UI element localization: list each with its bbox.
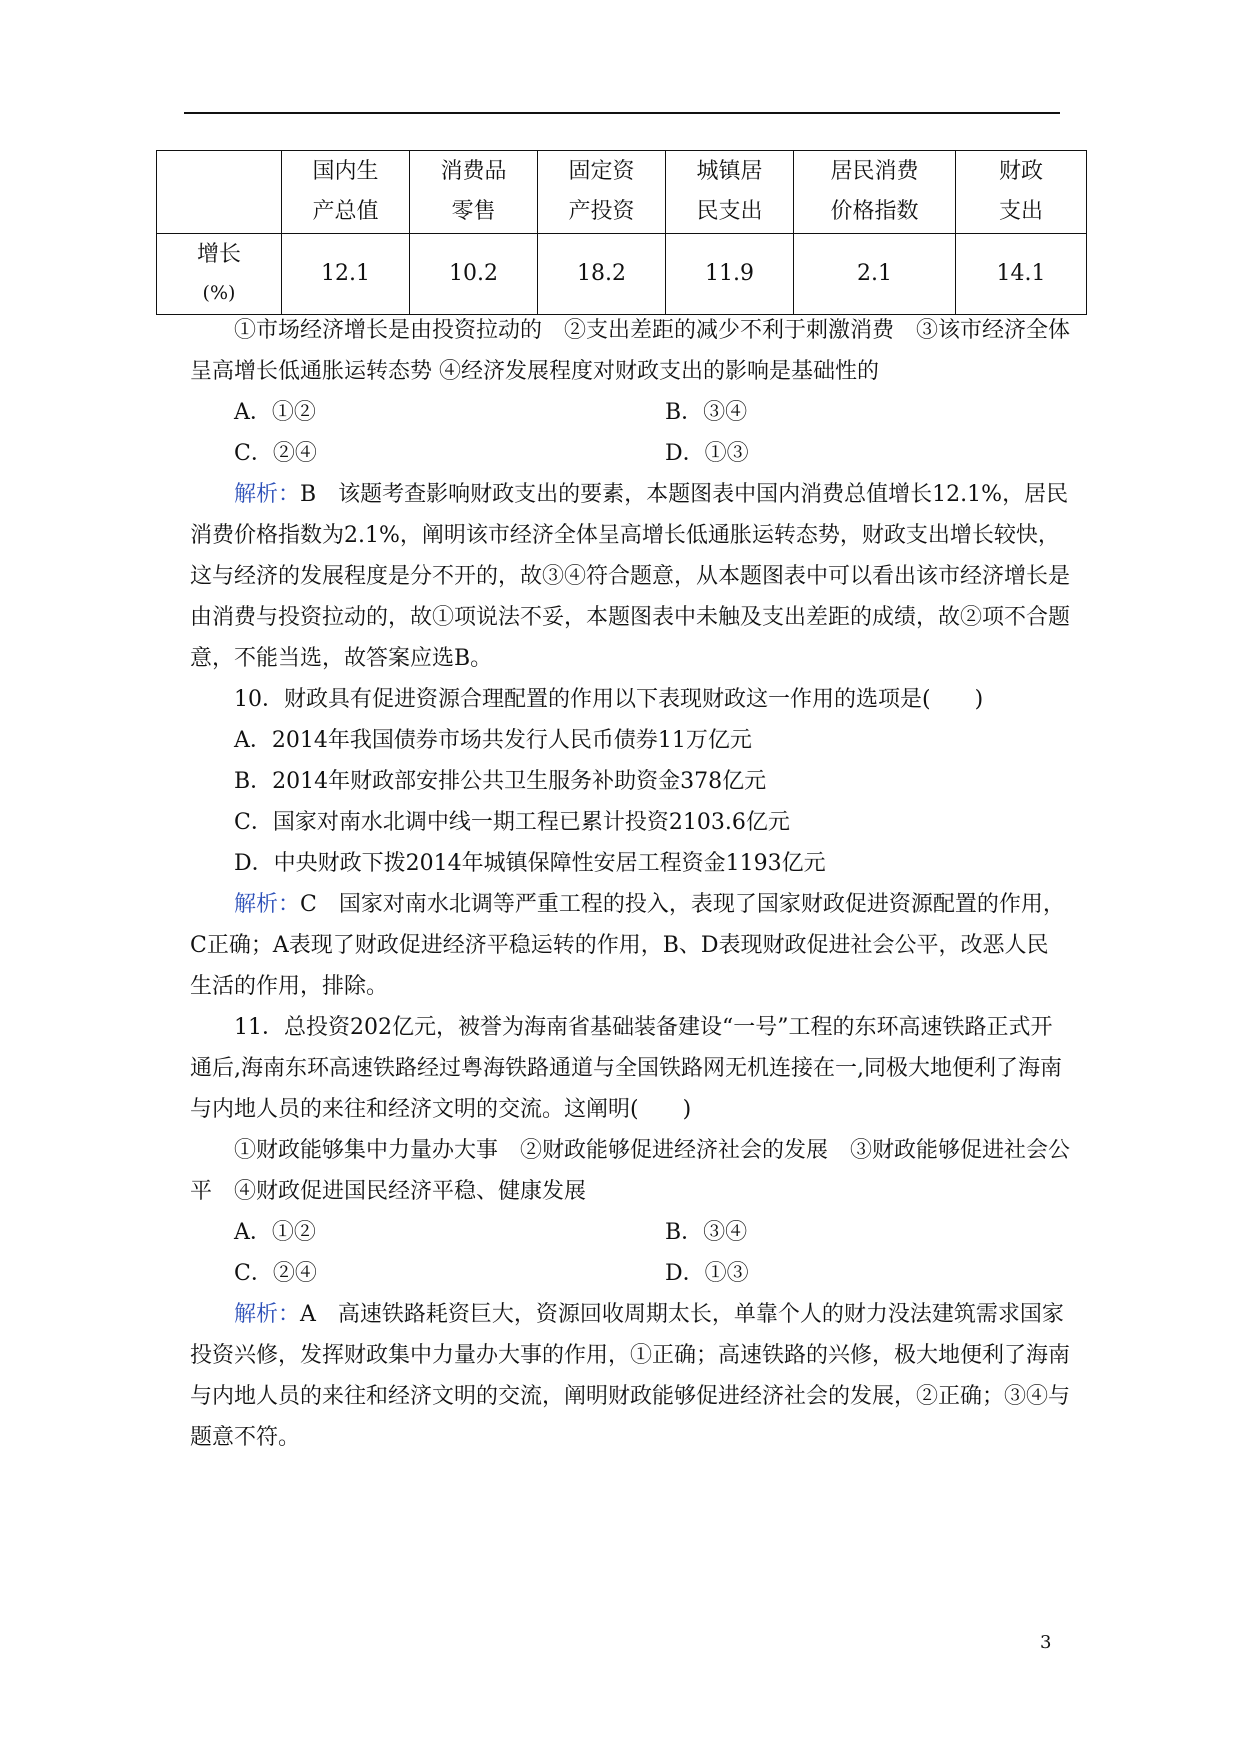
growth-table [156, 150, 1087, 315]
q11-option-c: C．②④ [234, 1261, 317, 1286]
q11-option-d: D．①③ [665, 1261, 749, 1286]
q10-option-a: A．2014年我国债券市场共发行人民币债券11万亿元 [234, 728, 752, 753]
header-gdp: 国内生 产总值 [282, 151, 410, 234]
analysis-label: 解析： [234, 892, 301, 917]
header-rule [184, 112, 1060, 114]
q9-analysis-text: B 该题考查影响财政支出的要素，本题图表中国内消费总值增长12.1%，居民消费价格指数为2.1%，阐明该市经济全体呈高增长低通胀运转态势，财政支出增长较快，这与经济的发展程度是分不开的，故③④符合题意，从本题图表中可以看出该市经济增长是由消费与投资拉动的，故①项说法不妥，本题图表中未触及支出差距的成绩，故②项不合题意，不能当选，故答案应选B。 [190, 482, 1071, 671]
table-row [157, 234, 1087, 315]
q11-options-row1 [190, 1212, 1070, 1253]
q9-options-row1 [190, 392, 1070, 433]
header-fixed-investment: 固定资 产投资 [538, 151, 666, 234]
analysis-label: 解析： [234, 1302, 301, 1327]
q11-option-b: B．③④ [665, 1220, 748, 1245]
q10-option-b: B．2014年财政部安排公共卫生服务补助资金378亿元 [234, 769, 767, 794]
value-fiscal-spending: 14.1 [956, 234, 1087, 315]
q11-stem: 11．总投资202亿元，被誉为海南省基础装备建设“一号”工程的东环高速铁路正式开通后,海南东环高速铁路经过粤海铁路通道与全国铁路网无机连接在一,同极大地便利了海南与内地人员的来往和经济文明的交流。这阐明( ) [190, 1015, 1062, 1122]
q10-stem: 10．财政具有促进资源合理配置的作用以下表现财政这一作用的选项是( ) [234, 687, 984, 712]
table-header-row [157, 151, 1087, 234]
q9-option-c: C．②④ [234, 441, 317, 466]
q11-statements: ①财政能够集中力量办大事 ②财政能够促进经济社会的发展 ③财政能够促进社会公平 ④财政促进国民经济平稳、健康发展 [190, 1138, 1071, 1204]
q9-analysis [190, 474, 1070, 679]
table-corner-cell [157, 151, 282, 234]
q9-statements: ①市场经济增长是由投资拉动的 ②支出差距的减少不利于刺激消费 ③该市经济全体呈高增长低通胀运转态势 ④经济发展程度对财政支出的影响是基础性的 [190, 318, 1071, 384]
value-retail: 10.2 [410, 234, 538, 315]
q9-option-a: A．①② [234, 400, 316, 425]
value-cpi: 2.1 [794, 234, 956, 315]
header-urban-spending: 城镇居 民支出 [666, 151, 794, 234]
value-fixed-investment: 18.2 [538, 234, 666, 315]
q10-analysis-text: C 国家对南水北调等严重工程的投入，表现了国家财政促进资源配置的作用，C正确；A表现了财政促进经济平稳运转的作用，B、D表现财政促进社会公平，改恶人民生活的作用，排除。 [190, 892, 1065, 999]
q11-option-a: A．①② [234, 1220, 316, 1245]
q9-option-d: D．①③ [665, 441, 749, 466]
q10-option-d: D．中央财政下拨2014年城镇保障性安居工程资金1193亿元 [234, 851, 826, 876]
q10-analysis [190, 884, 1070, 1007]
row-label: 增长 (%) [157, 234, 282, 315]
header-cpi: 居民消费 价格指数 [794, 151, 956, 234]
analysis-label: 解析： [234, 482, 301, 507]
page-number: 3 [1040, 1632, 1052, 1653]
header-retail: 消费品 零售 [410, 151, 538, 234]
q10-option-c: C．国家对南水北调中线一期工程已累计投资2103.6亿元 [234, 810, 790, 835]
value-gdp: 12.1 [282, 234, 410, 315]
value-urban-spending: 11.9 [666, 234, 794, 315]
q9-options-row2 [190, 433, 1070, 474]
page-content [190, 310, 1070, 1458]
q11-analysis [190, 1294, 1070, 1458]
header-fiscal-spending: 财政 支出 [956, 151, 1087, 234]
q11-analysis-text: A 高速铁路耗资巨大，资源回收周期太长，单靠个人的财力没法建筑需求国家投资兴修，发挥财政集中力量办大事的作用，①正确；高速铁路的兴修，极大地便利了海南与内地人员的来往和经济文明的交流，阐明财政能够促进经济社会的发展，②正确；③④与题意不符。 [190, 1302, 1071, 1450]
q9-option-b: B．③④ [665, 400, 748, 425]
q11-options-row2 [190, 1253, 1070, 1294]
